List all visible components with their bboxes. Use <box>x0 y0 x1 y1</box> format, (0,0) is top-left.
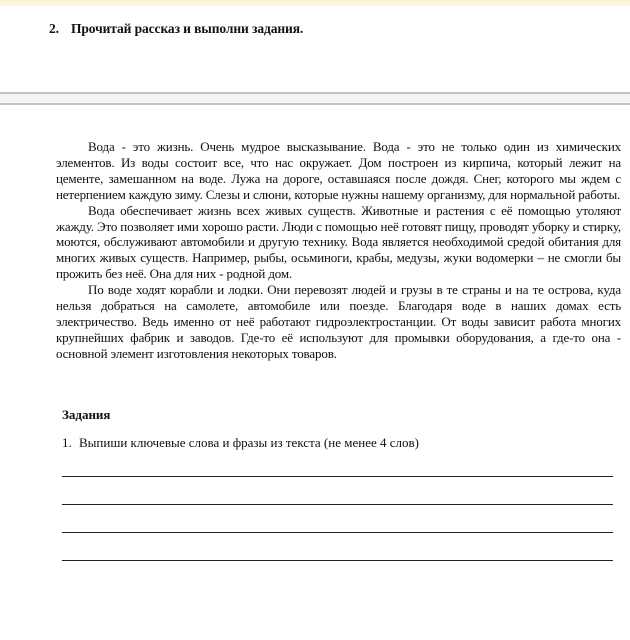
question-text: Выпиши ключевые слова и фразы из текста (не менее 4 слов) <box>79 435 419 450</box>
question-number: 1. <box>62 435 72 450</box>
task-number: 2. <box>49 21 59 36</box>
task-header <box>49 21 303 37</box>
task-title: Прочитай рассказ и выполни задания. <box>71 21 304 36</box>
answer-line-4[interactable] <box>62 560 613 561</box>
assignments-title: Задания <box>62 407 111 422</box>
story-paragraph: Вода - это жизнь. Очень мудрое высказывание. Вода - это не только один из химических элементов. Из воды состоит все, что нас окружает. Дом построен из кирпича, который лежит на цементе, замешанном на воде. Лужа на дороге, оставшаяся после дождя. Снег, которого мы ждем с нетерпением каждую зиму. Слезы и слюни, которые нужны нашему организму, для нормальной работы. <box>56 139 621 202</box>
question-1 <box>62 435 419 451</box>
answer-line-1[interactable] <box>62 476 613 477</box>
answer-line-3[interactable] <box>62 532 613 533</box>
page-separator <box>0 92 630 105</box>
answer-line-2[interactable] <box>62 504 613 505</box>
story-text <box>56 139 621 362</box>
top-strip <box>0 0 630 6</box>
story-paragraph: По воде ходят корабли и лодки. Они перевозят людей и грузы в те страны и на те острова, куда нельзя добраться на самолете, автомобиле или поезде. Благодаря воде в наших домах есть электричество. Ведь именно от неё работают гидроэлектростанции. От воды зависит работа многих крупнейших фабрик и заводов. Где-то её используют для промывки оборудования, а где-то она - основной элемент изготовления некоторых товаров. <box>56 282 621 361</box>
story-paragraph: Вода обеспечивает жизнь всех живых существ. Животные и растения с её помощью утоляют жажду. Это позволяет ими хорошо расти. Люди с помощью неё готовят пищу, проводят уборку и стирку, моются, обслуживают автомобили и другую технику. Вода является необходимой средой обитания для многих живых существ. Например, рыбы, осьминоги, крабы, медузы, жуки водомерки – не смогли бы прожить без неё. Она для них - родной дом. <box>56 202 621 282</box>
